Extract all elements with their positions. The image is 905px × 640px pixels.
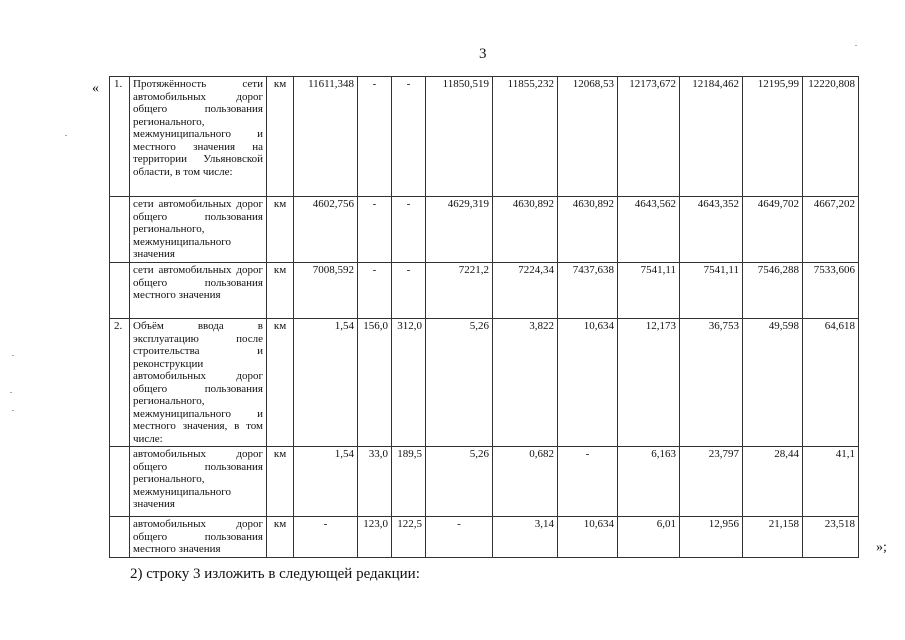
value-cell: 11855,232 xyxy=(493,77,558,197)
value-cell: - xyxy=(294,517,358,558)
value-cell: 12184,462 xyxy=(680,77,743,197)
value-cell: - xyxy=(392,77,426,197)
value-cell: 12,173 xyxy=(618,319,680,447)
scan-speck xyxy=(10,392,12,393)
value-cell: 6,163 xyxy=(618,447,680,517)
value-cell: 7541,11 xyxy=(680,263,743,319)
scan-speck xyxy=(65,135,67,136)
value-cell: 3,822 xyxy=(493,319,558,447)
value-cell: 312,0 xyxy=(392,319,426,447)
value-cell: 4630,892 xyxy=(493,197,558,263)
row-index-cell xyxy=(110,197,130,263)
value-cell: 33,0 xyxy=(358,447,392,517)
indicator-name-cell: автомобильных дорог общего пользования местного значения xyxy=(130,517,267,558)
value-cell: 6,01 xyxy=(618,517,680,558)
value-cell: 12,956 xyxy=(680,517,743,558)
table-row xyxy=(110,263,859,319)
instruction-text: 2) строку 3 изложить в следующей редакции: xyxy=(130,566,420,582)
indicator-name-cell: сети автомобильных дорог общего пользования местного значения xyxy=(130,263,267,319)
value-cell: 4630,892 xyxy=(558,197,618,263)
indicator-name-cell: Протяжённость сети автомобильных дорог общего пользования регионального, межмуниципального и местного значения на территории Ульяновской области, в том числе: xyxy=(130,77,267,197)
value-cell: 5,26 xyxy=(426,319,493,447)
unit-cell: км xyxy=(267,197,294,263)
row-index-cell xyxy=(110,447,130,517)
table-row xyxy=(110,197,859,263)
value-cell: 64,618 xyxy=(803,319,859,447)
unit-cell: км xyxy=(267,319,294,447)
table-row xyxy=(110,319,859,447)
unit-cell: км xyxy=(267,517,294,558)
value-cell: 12195,99 xyxy=(743,77,803,197)
unit-cell: км xyxy=(267,77,294,197)
value-cell: 0,682 xyxy=(493,447,558,517)
value-cell: 12068,53 xyxy=(558,77,618,197)
value-cell: - xyxy=(426,517,493,558)
value-cell: 156,0 xyxy=(358,319,392,447)
value-cell: 7533,606 xyxy=(803,263,859,319)
value-cell: 11611,348 xyxy=(294,77,358,197)
value-cell: 23,797 xyxy=(680,447,743,517)
page-number: 3 xyxy=(479,46,487,62)
value-cell: - xyxy=(392,197,426,263)
indicator-name-cell: автомобильных дорог общего пользования регионального, межмуниципального значения xyxy=(130,447,267,517)
value-cell: 12220,808 xyxy=(803,77,859,197)
row-index-cell: 1. xyxy=(110,77,130,197)
row-index-cell: 2. xyxy=(110,319,130,447)
value-cell: 4629,319 xyxy=(426,197,493,263)
row-index-cell xyxy=(110,517,130,558)
value-cell: - xyxy=(392,263,426,319)
value-cell: 4643,352 xyxy=(680,197,743,263)
value-cell: 3,14 xyxy=(493,517,558,558)
scan-speck xyxy=(12,410,14,411)
value-cell: 4667,202 xyxy=(803,197,859,263)
value-cell: 7224,34 xyxy=(493,263,558,319)
value-cell: 49,598 xyxy=(743,319,803,447)
value-cell: 7541,11 xyxy=(618,263,680,319)
value-cell: 4649,702 xyxy=(743,197,803,263)
unit-cell: км xyxy=(267,263,294,319)
value-cell: 10,634 xyxy=(558,319,618,447)
value-cell: 21,158 xyxy=(743,517,803,558)
value-cell: 7546,288 xyxy=(743,263,803,319)
row-index-cell xyxy=(110,263,130,319)
table-row xyxy=(110,77,859,197)
scan-speck xyxy=(12,355,14,356)
value-cell: 7437,638 xyxy=(558,263,618,319)
value-cell: 12173,672 xyxy=(618,77,680,197)
value-cell: 1,54 xyxy=(294,319,358,447)
value-cell: - xyxy=(558,447,618,517)
value-cell: 4602,756 xyxy=(294,197,358,263)
value-cell: 23,518 xyxy=(803,517,859,558)
value-cell: 7221,2 xyxy=(426,263,493,319)
indicator-name-cell: Объём ввода в эксплуатацию после строительства и реконструкции автомобильных дорог общего пользования регионального, межмуниципального и местного значения, в том числе: xyxy=(130,319,267,447)
value-cell: 7008,592 xyxy=(294,263,358,319)
value-cell: 189,5 xyxy=(392,447,426,517)
scan-speck xyxy=(855,45,857,46)
value-cell: 1,54 xyxy=(294,447,358,517)
value-cell: 41,1 xyxy=(803,447,859,517)
value-cell: - xyxy=(358,197,392,263)
opening-quote: « xyxy=(92,81,99,96)
value-cell: - xyxy=(358,77,392,197)
unit-cell: км xyxy=(267,447,294,517)
closing-quote: »; xyxy=(876,540,887,555)
value-cell: 4643,562 xyxy=(618,197,680,263)
value-cell: 123,0 xyxy=(358,517,392,558)
value-cell: 28,44 xyxy=(743,447,803,517)
table-row xyxy=(110,447,859,517)
value-cell: - xyxy=(358,263,392,319)
value-cell: 10,634 xyxy=(558,517,618,558)
value-cell: 122,5 xyxy=(392,517,426,558)
value-cell: 36,753 xyxy=(680,319,743,447)
value-cell: 11850,519 xyxy=(426,77,493,197)
indicator-name-cell: сети автомобильных дорог общего пользования регионального, межмуниципального значения xyxy=(130,197,267,263)
value-cell: 5,26 xyxy=(426,447,493,517)
indicators-table xyxy=(109,76,859,558)
table-row xyxy=(110,517,859,558)
